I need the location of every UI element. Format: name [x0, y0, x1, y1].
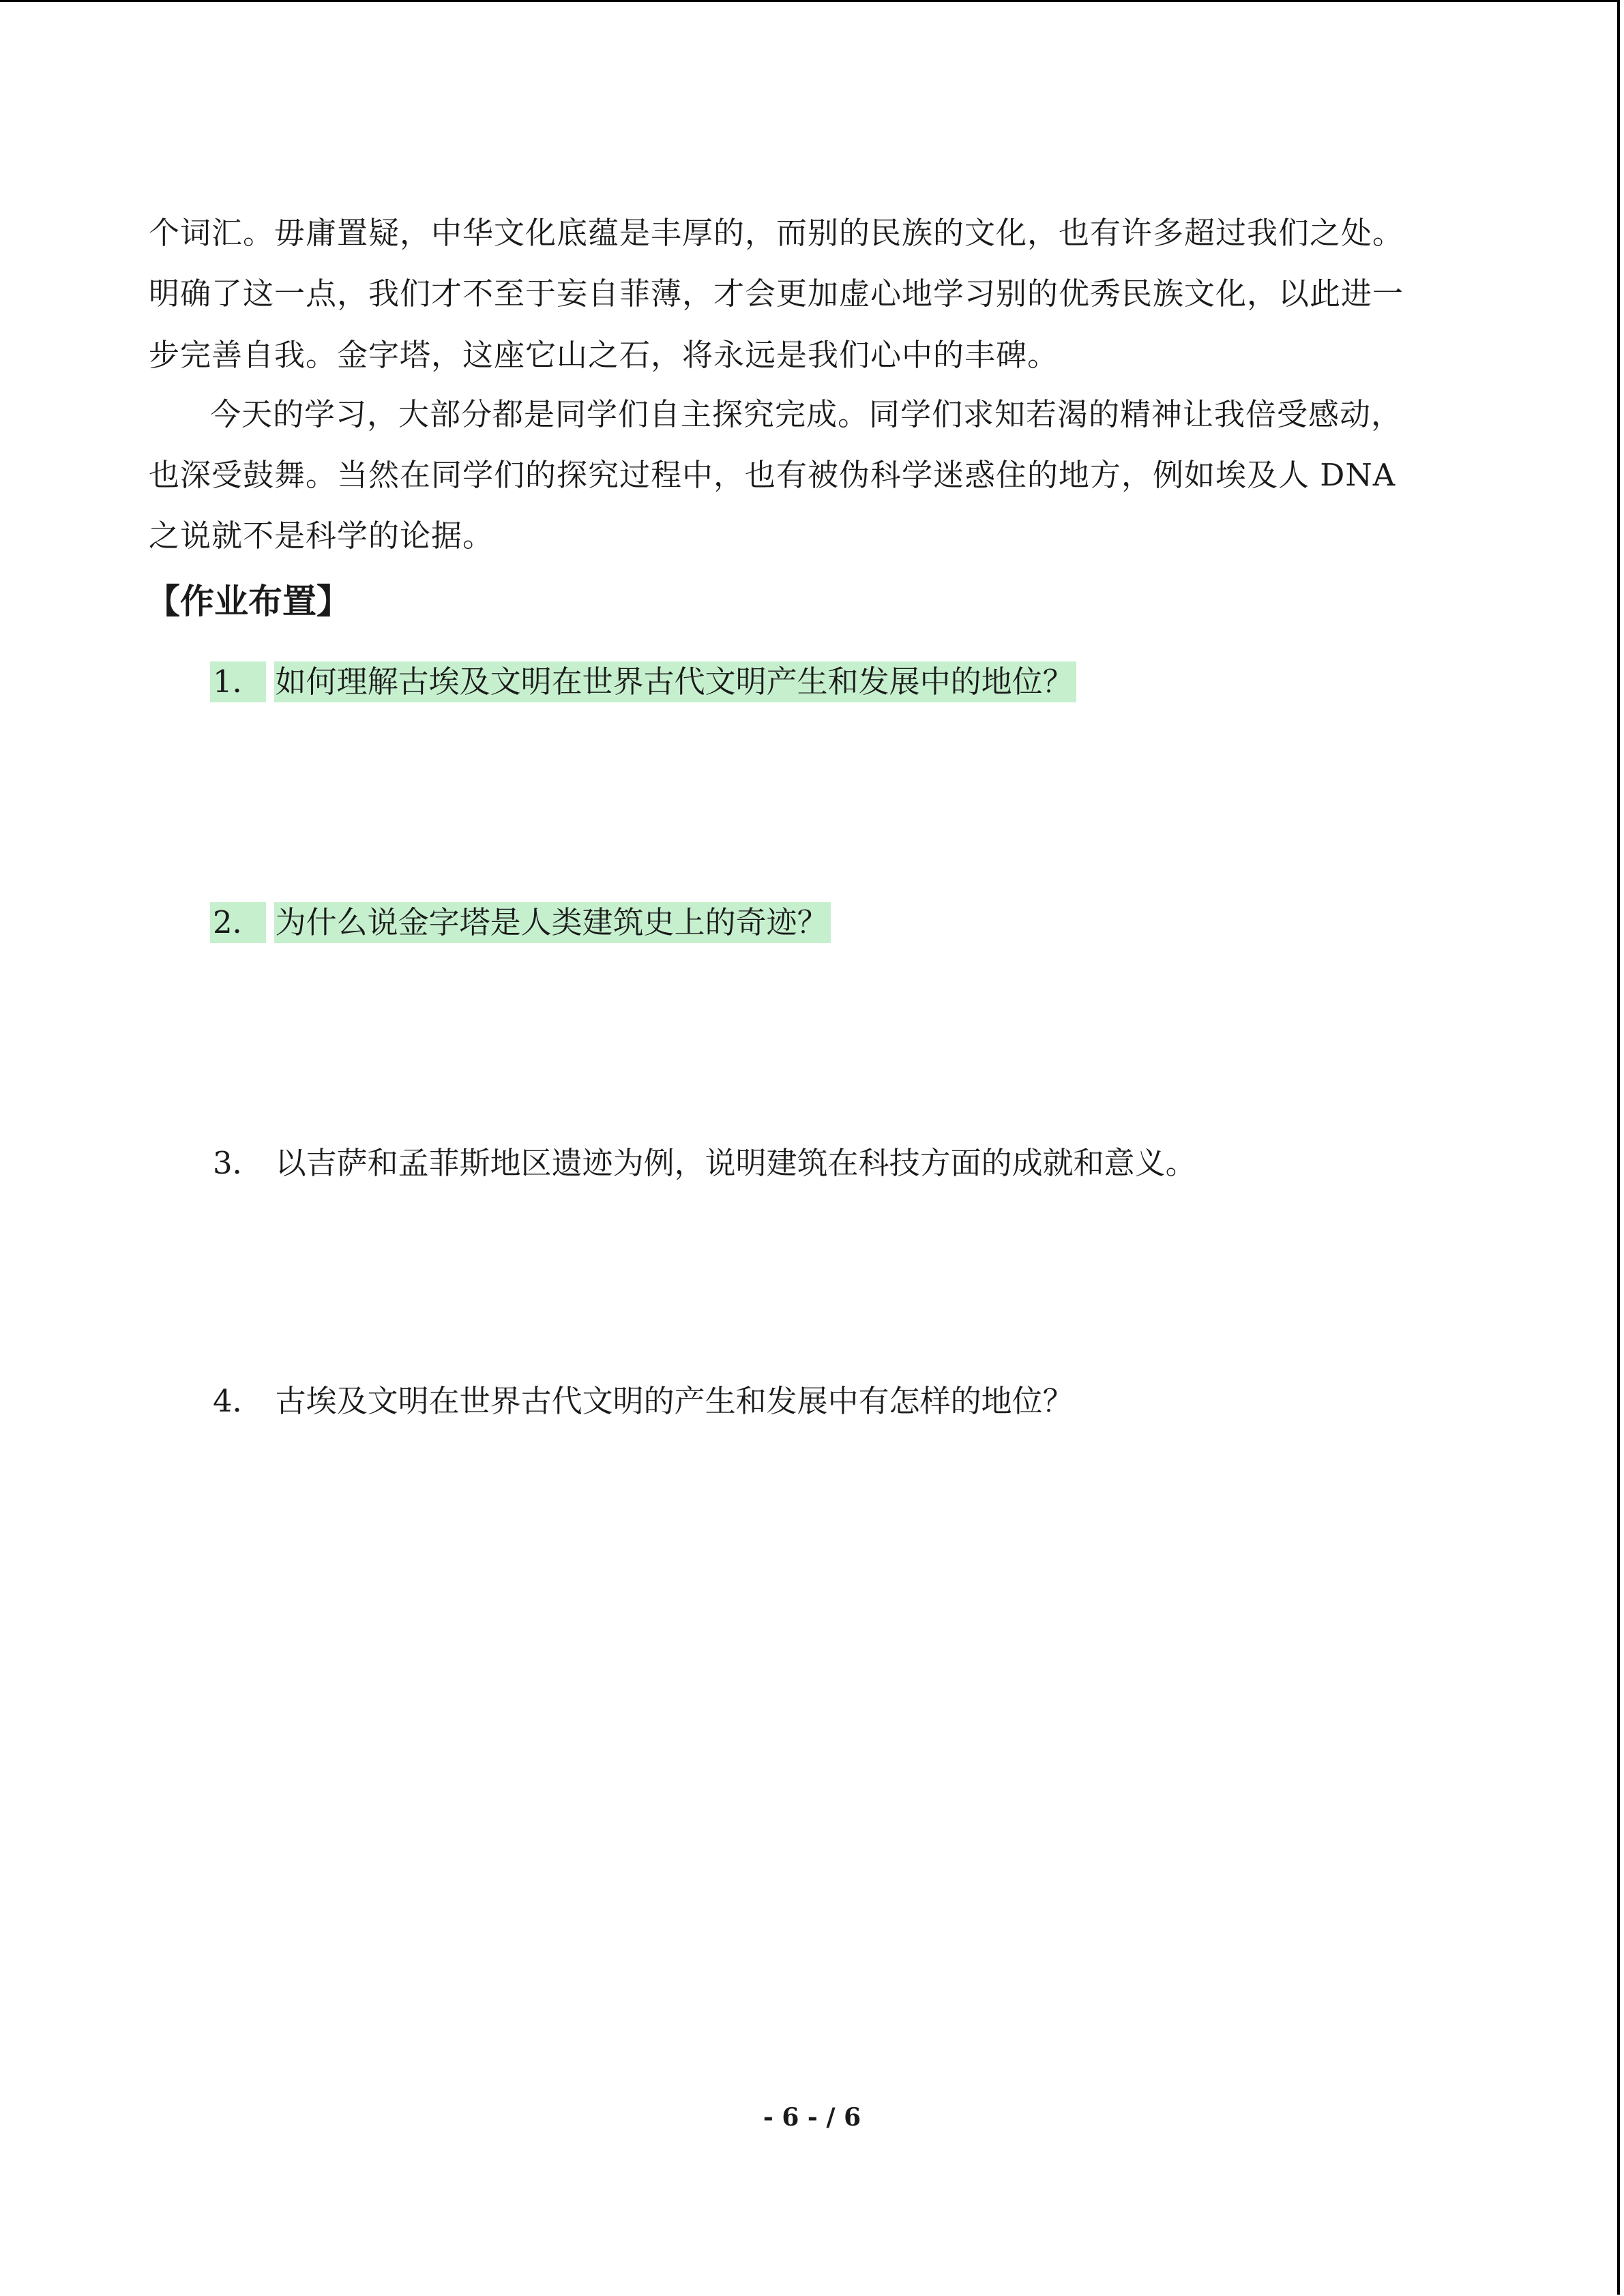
page-number: - 6 - / 6	[763, 2103, 861, 2132]
paragraph-line: 之说就不是科学的论据。	[149, 518, 494, 554]
homework-item-3	[210, 1143, 1199, 1184]
homework-heading: 【作业布置】	[146, 582, 351, 621]
homework-item-number: 4．	[213, 1383, 263, 1419]
homework-item-text: 以吉萨和孟菲斯地区遗迹为例，说明建筑在科技方面的成就和意义。	[275, 1145, 1196, 1181]
homework-item-number: 2．	[210, 902, 266, 943]
homework-item-number: 1．	[210, 661, 266, 702]
homework-item-number: 3．	[213, 1145, 263, 1181]
paragraph-line: 明确了这一点，我们才不至于妄自菲薄，才会更加虚心地学习别的优秀民族文化，以此进一	[149, 275, 1404, 312]
homework-item-text: 为什么说金字塔是人类建筑史上的奇迹？	[274, 902, 831, 943]
homework-item-1	[210, 661, 1076, 702]
paragraph-line: 个词汇。毋庸置疑，中华文化底蕴是丰厚的，而别的民族的文化，也有许多超过我们之处。	[149, 215, 1404, 251]
homework-item-text: 如何理解古埃及文明在世界古代文明产生和发展中的地位？	[274, 661, 1076, 702]
homework-item-text: 古埃及文明在世界古代文明的产生和发展中有怎样的地位？	[275, 1383, 1074, 1419]
paragraph-line: 也深受鼓舞。当然在同学们的探究过程中，也有被伪科学迷惑住的地方，例如埃及人 DNA	[149, 457, 1396, 493]
homework-item-4	[210, 1381, 1076, 1422]
homework-item-2	[210, 902, 831, 943]
paragraph-line: 今天的学习，大部分都是同学们自主探究完成。同学们求知若渴的精神让我倍受感动，	[210, 396, 1403, 432]
paragraph-line: 步完善自我。金字塔，这座它山之石，将永远是我们心中的丰碑。	[149, 337, 1059, 373]
